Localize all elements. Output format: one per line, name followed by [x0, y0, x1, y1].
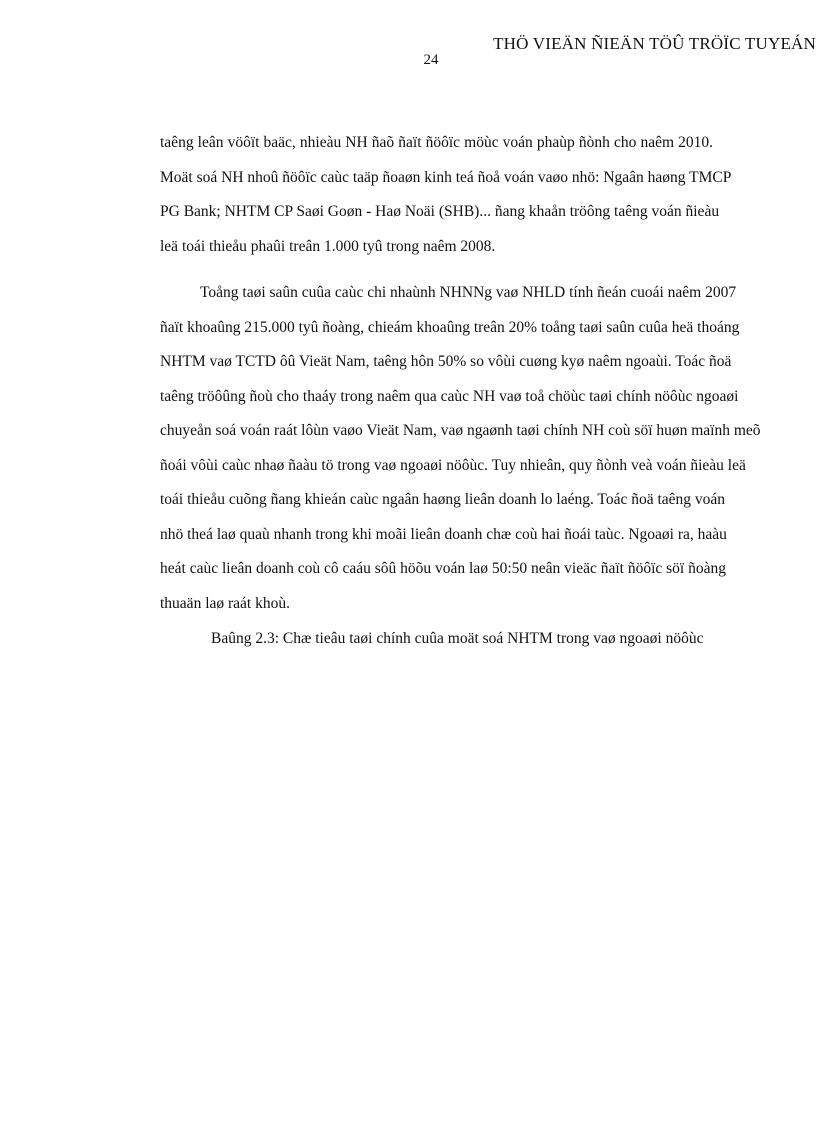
- text-line: taêng tröôûng ñoù cho thaáy trong naêm qua caùc NH vaø toå chöùc taøi chính nöôùc ngoaøi: [160, 387, 739, 405]
- text-line: ñoái vôùi caùc nhaø ñaàu tö trong vaø ngoaøi nöôùc. Tuy nhieân, quy ñònh veà voán ñieàu leä: [160, 456, 746, 474]
- text-line: ñaït khoaûng 215.000 tyû ñoàng, chieám khoaûng treân 20% toång taøi saûn cuûa heä thoáng: [160, 318, 740, 336]
- text-line: chuyeån soá voán raát lôùn vaøo Vieät Nam, vaø ngaønh taøi chính NH coù söï huøn maïnh meõ: [160, 422, 761, 439]
- text-line: heát caùc lieân doanh coù cô caáu sôû höõu voán laø 50:50 neân vieäc ñaït ñöôïc söï ñoàng: [160, 560, 726, 577]
- paragraph-gap: [160, 270, 713, 282]
- text-line: thuaän laø raát khoù.: [160, 594, 290, 612]
- text-line: PG Bank; NHTM CP Saøi Goøn - Haø Noäi (SHB)... ñang khaån tröông taêng voán ñieàu: [160, 203, 720, 220]
- page-number: 24: [423, 52, 439, 68]
- text-line: leä toái thieåu phaûi treân 1.000 tyû trong naêm 2008.: [160, 237, 496, 255]
- text-line: Toång taøi saûn cuûa caùc chi nhaùnh NHNNg vaø NHLD tính ñeán cuoái naêm 2007: [200, 284, 737, 301]
- text-line: NHTM vaø TCTD ôû Vieät Nam, taêng hôn 50% so vôùi cuøng kyø naêm ngoaùi. Toác ñoä: [160, 353, 732, 370]
- paragraph-1: [160, 132, 732, 270]
- text-line: toái thieåu cuõng ñang khieán caùc ngaân haøng lieân doanh lo laéng. Toác ñoä taêng voán: [160, 491, 726, 508]
- text-line: taêng leân vöôït baäc, nhieàu NH ñaõ ñaït ñöôïc möùc voán phaùp ñònh cho naêm 2010.: [160, 134, 713, 151]
- header-title: THÖ VIEÄN ÑIEÄN TÖÛ TRÖÏC TUYEÁN: [493, 34, 816, 53]
- paragraph-2: [160, 282, 761, 627]
- table-caption: Baûng 2.3: Chæ tieâu taøi chính cuûa moät soá NHTM trong vaø ngoaøi nöôùc: [211, 630, 704, 647]
- body-text: [160, 132, 761, 627]
- text-line: Moät soá NH nhoû ñöôïc caùc taäp ñoaøn kinh teá ñoå voán vaøo nhö: Ngaân haøng TMCP: [160, 168, 732, 186]
- text-line: nhö theá laø quaù nhanh trong khi moãi lieân doanh chæ coù hai ñoái taùc. Ngoaøi ra, haàu: [160, 525, 727, 543]
